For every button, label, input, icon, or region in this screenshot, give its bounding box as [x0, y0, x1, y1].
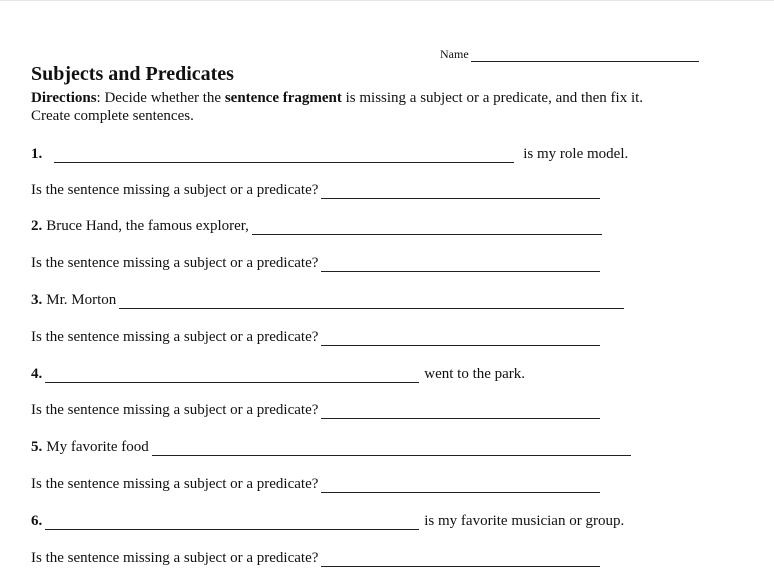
- question-1: [31, 179, 603, 199]
- item-2: [31, 215, 605, 235]
- item-number: 2.: [31, 218, 43, 234]
- answer-blank[interactable]: [152, 441, 631, 456]
- name-field: [440, 47, 699, 62]
- item-6: [31, 510, 624, 530]
- item-number: 4.: [31, 366, 43, 382]
- question-text: Is the sentence missing a subject or a predicate?: [31, 550, 319, 566]
- directions-text-3: Create complete sentences.: [31, 108, 194, 124]
- question-text: Is the sentence missing a subject or a predicate?: [31, 329, 319, 345]
- question-blank[interactable]: [321, 257, 600, 272]
- item-suffix: is my favorite musician or group.: [424, 513, 625, 529]
- item-suffix: is my role model.: [523, 146, 629, 162]
- answer-blank[interactable]: [119, 294, 624, 309]
- item-prefix: Bruce Hand, the famous explorer,: [46, 218, 249, 234]
- answer-blank[interactable]: [45, 515, 419, 530]
- question-4: [31, 399, 603, 419]
- question-5: [31, 473, 603, 493]
- answer-blank[interactable]: [45, 368, 419, 383]
- directions: [31, 89, 731, 125]
- item-prefix: Mr. Morton: [46, 292, 117, 308]
- directions-bold: sentence fragment: [224, 90, 342, 106]
- page-title: Subjects and Predicates: [31, 63, 234, 85]
- question-text: Is the sentence missing a subject or a predicate?: [31, 255, 319, 271]
- question-blank[interactable]: [321, 552, 600, 567]
- item-number: 5.: [31, 439, 43, 455]
- question-blank[interactable]: [321, 478, 600, 493]
- item-5: [31, 436, 634, 456]
- directions-label: Directions: [31, 90, 97, 106]
- question-blank[interactable]: [321, 404, 600, 419]
- directions-text-2: is missing a subject or a predicate, and then fix it.: [341, 90, 644, 106]
- item-4: [31, 363, 525, 383]
- item-number: 1.: [31, 146, 43, 162]
- name-blank[interactable]: [471, 49, 699, 62]
- item-prefix: My favorite food: [46, 439, 149, 455]
- item-number: 6.: [31, 513, 43, 529]
- item-3: [31, 289, 627, 309]
- question-text: Is the sentence missing a subject or a predicate?: [31, 402, 319, 418]
- question-blank[interactable]: [321, 184, 600, 199]
- item-suffix: went to the park.: [424, 366, 526, 382]
- question-3: [31, 326, 603, 346]
- item-1: [31, 143, 628, 163]
- answer-blank[interactable]: [54, 148, 514, 163]
- item-number: 3.: [31, 292, 43, 308]
- name-label: Name: [440, 47, 469, 61]
- question-text: Is the sentence missing a subject or a predicate?: [31, 476, 319, 492]
- question-2: [31, 252, 603, 272]
- directions-text-1: : Decide whether the: [96, 90, 225, 106]
- question-blank[interactable]: [321, 331, 600, 346]
- answer-blank[interactable]: [252, 220, 602, 235]
- question-6: [31, 547, 603, 567]
- question-text: Is the sentence missing a subject or a predicate?: [31, 182, 319, 198]
